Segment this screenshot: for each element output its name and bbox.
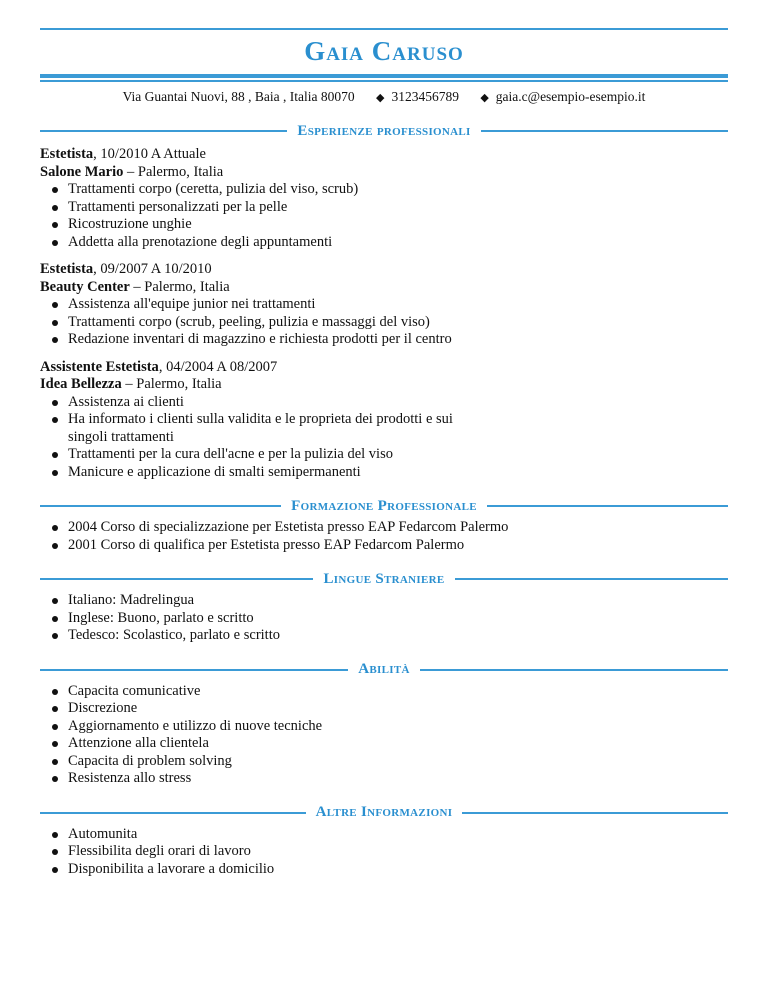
job-entry [40,146,728,251]
list-item: 2004 Corso di specializzazione per Estetista presso EAP Fedarcom Palermo [68,519,728,537]
section-title: Lingue Straniere [323,570,445,587]
diamond-icon: ◆ [375,92,385,104]
list-item: Ricostruzione unghie [68,216,728,234]
list-item: Discrezione [68,700,728,718]
job-entry [40,359,728,482]
list-item: Assistenza ai clienti [68,394,728,412]
phone: 3123456789 [391,89,459,104]
section-experience-header [40,120,728,142]
list-item: Italiano: Madrelingua [68,592,728,610]
candidate-name: Gaia Caruso [304,36,464,66]
job-entry [40,261,728,349]
list-item: Addetta alla prenotazione degli appuntamenti [68,234,728,252]
list-item: Trattamenti personalizzati per la pelle [68,199,728,217]
list-item: Inglese: Buono, parlato e scritto [68,610,728,628]
job-role: Estetista [40,261,94,277]
list-item: Trattamenti per la cura dell'acne e per la pulizia del viso [68,446,728,464]
section-title: Esperienze professionali [297,122,471,139]
list-item: Aggiornamento e utilizzo di nuove tecniche [68,718,728,736]
job-company: Idea Bellezza [40,376,122,392]
job-role: Estetista [40,146,94,162]
list-item: Ha informato i clienti sulla validita e le proprieta dei prodotti e sui singoli trattamenti [68,411,488,446]
job-role: Assistente Estetista [40,358,159,375]
section-title: Formazione Professionale [291,497,477,514]
job-company: Beauty Center [40,278,130,295]
job-location: – Palermo, Italia [121,376,222,392]
list-item: Redazione inventari di magazzino e richiesta prodotti per il centro [68,331,728,349]
list-item: Trattamenti corpo (scrub, peeling, pulizia e massaggi del viso) [68,314,728,332]
job-dates: , 10/2010 A Attuale [93,146,206,162]
list-item: Capacita comunicative [68,683,728,701]
email: gaia.c@esempio-esempio.it [495,89,646,104]
list-item: Tedesco: Scolastico, parlato e scritto [68,627,728,645]
list-item: Trattamenti corpo (ceretta, pulizia del viso, scrub) [68,181,728,199]
section-title: Altre Informazioni [315,804,453,820]
job-dates: , 04/2004 A 08/2007 [158,358,278,375]
list-item: Flessibilita degli orari di lavoro [68,843,728,861]
list-item: Resistenza allo stress [68,770,728,788]
list-item: Manicure e applicazione di smalti semipermanenti [68,464,728,482]
list-item: Disponibilita a lavorare a domicilio [68,861,728,879]
section-title: Abilità [358,661,410,677]
list-item: Capacita di problem solving [68,753,728,771]
section-languages-header [40,568,728,590]
header-rule-thick [40,74,728,78]
section-skills-header [40,659,728,681]
job-dates: , 09/2007 A 10/2010 [93,261,212,277]
list-item: Automunita [68,826,728,844]
list-item: 2001 Corso di qualifica per Estetista presso EAP Fedarcom Palermo [68,537,728,555]
header-rule-thin [40,80,728,82]
job-location: – Palermo, Italia [129,278,230,295]
section-training-header [40,495,728,517]
list-item: Assistenza all'equipe junior nei trattamenti [68,296,728,314]
resume-page [40,0,728,878]
diamond-icon: ◆ [480,92,489,104]
list-item: Attenzione alla clientela [68,735,728,753]
contact-line [40,89,728,106]
job-company: Salone Mario [40,163,124,180]
address: Via Guantai Nuovi, 88 , Baia , Italia 80070 [122,89,355,104]
job-location: – Palermo, Italia [123,163,224,180]
section-other-header [40,802,728,824]
top-rule [40,28,728,30]
